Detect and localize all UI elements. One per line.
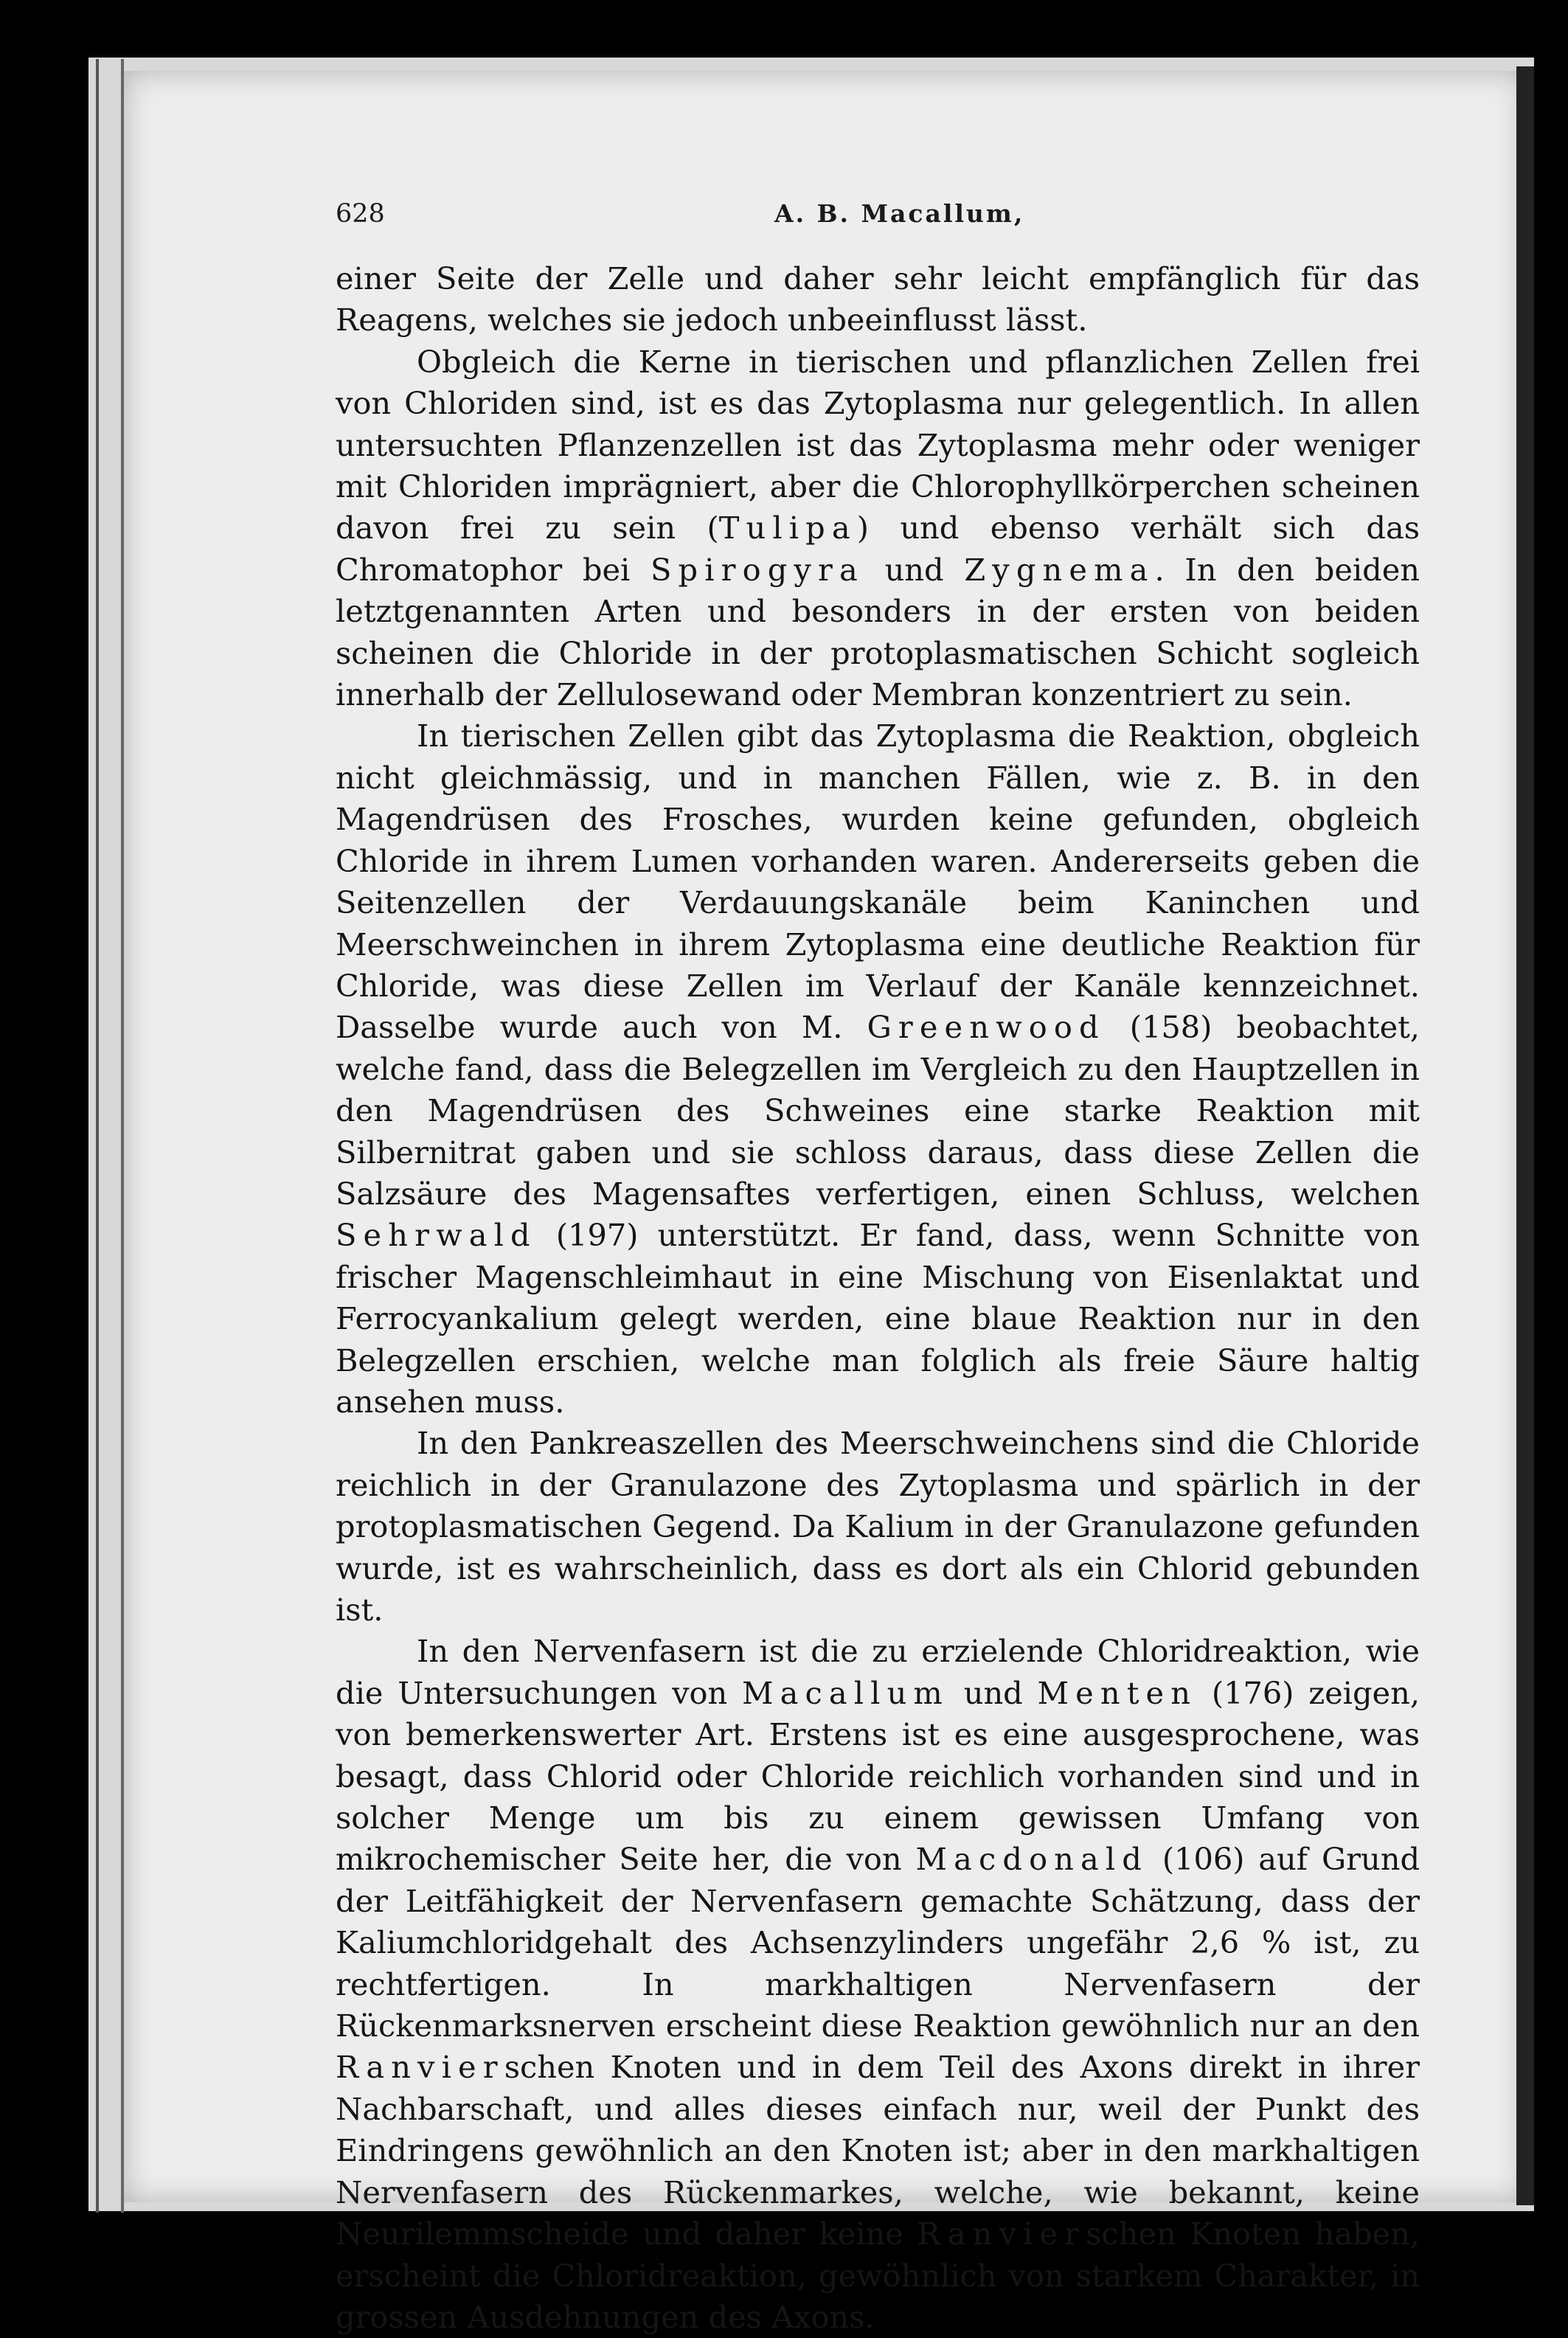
paragraph bbox=[336, 258, 1420, 341]
text-run: schen Knoten und in dem Teil des Axons direkt in ihrer Nachbarschaft, und alles dieses einfach nur, weil der Punkt des Eindringens gewöhnlich an den Knoten ist; aber in den markhaltigen Nervenfasern des Rückenmarkes, welche, wie bekannt, keine Neurilemmscheide und daher keine bbox=[336, 2049, 1420, 2252]
binding-edge bbox=[96, 59, 124, 2213]
text-run: (158) beobachtet, welche fand, dass die Belegzellen im Vergleich zu den Hauptzellen in den Magendrüsen des Schweines eine starke Reaktion mit Silbernitrat gaben und sie schloss daraus, dass diese Zellen die Salzsäure des Magensaftes verfertigen, einen Schluss, welchen bbox=[336, 1009, 1420, 1212]
spaced-name: Greenwood bbox=[867, 1009, 1106, 1046]
text-run: schen Knoten haben, erscheint die Chloridreaktion, gewöhnlich von starkem Charakter, in grossen Ausdehnungen des Axons. bbox=[336, 2216, 1420, 2335]
text-run: . In den beiden letztgenannten Arten und besonders in der ersten von beiden scheinen die Chloride in der protoplasmatischen Schicht sogleich innerhalb der Zellulosewand oder Membran konzentriert zu sein. bbox=[336, 551, 1420, 713]
right-page-edge bbox=[1516, 66, 1534, 2205]
page-number: 628 bbox=[336, 199, 385, 229]
spaced-name: Zygnema bbox=[964, 551, 1155, 588]
paragraph bbox=[336, 1631, 1420, 2338]
text-run: Obgleich die Kerne in tierischen und pflanzlichen Zellen frei von Chloriden sind, ist es das Zytoplasma nur gelegentlich. In allen untersuchten Pflanzenzellen ist das Zytoplasma mehr oder weniger mit Chloriden imprägniert, aber die Chlorophyllkörperchen scheinen davon frei zu sein ( bbox=[336, 343, 1420, 547]
text-run: (106) auf Grund der Leitfähigkeit der Nervenfasern gemachte Schätzung, dass der Kaliumchloridgehalt des Achsenzylinders ungefähr 2,6 % ist, zu rechtfertigen. In markhaltigen Nervenfasern der Rückenmarksnerven erscheint diese Reaktion gewöhnlich nur an den bbox=[336, 1841, 1420, 2044]
spaced-name: Macdonald bbox=[915, 1841, 1149, 1878]
text-run: ) und ebenso verhält sich das Chromatophor bei bbox=[336, 510, 1420, 588]
text-run: einer Seite der Zelle und daher sehr leicht empfänglich für das Reagens, welches sie jedoch unbeeinflusst lässt. bbox=[336, 260, 1420, 339]
body-text bbox=[336, 258, 1420, 2338]
text-run: und bbox=[948, 1674, 1038, 1711]
spaced-name: Tulipa bbox=[718, 510, 857, 547]
spaced-name: Sehrwald bbox=[336, 1217, 537, 1254]
spaced-name: Ranvier bbox=[917, 2216, 1086, 2252]
text-run: In den Pankreaszellen des Meerschweinchens sind die Chloride reichlich in der Granulazone des Zytoplasma und spärlich in der protoplasmatischen Gegend. Da Kalium in der Granulazone gefunden wurde, ist es wahrscheinlich, dass es dort als ein Chlorid gebunden ist. bbox=[336, 1425, 1420, 1628]
text-run: In den Nervenfasern ist die zu erzielende Chloridreaktion, wie die Untersuchungen von bbox=[336, 1633, 1420, 1711]
paragraph bbox=[336, 1423, 1420, 1631]
text-run: In tierischen Zellen gibt das Zytoplasma die Reaktion, obgleich nicht gleichmässig, und in manchen Fällen, wie z. B. in den Magendrüsen des Frosches, wurden keine gefunden, obgleich Chloride in ihrem Lumen vorhanden waren. Andererseits geben die Seitenzellen der Verdauungskanäle beim Kaninchen und Meerschweinchen in ihrem Zytoplasma eine deutliche Reaktion für Chloride, was diese Zellen im Verlauf der Kanäle kennzeichnet. Dasselbe wurde auch von M. bbox=[336, 718, 1420, 1046]
spaced-name: Ranvier bbox=[336, 2049, 504, 2086]
spaced-name: Spirogyra bbox=[651, 551, 864, 588]
paragraph bbox=[336, 715, 1420, 1423]
page-header bbox=[336, 199, 1420, 236]
running-head: A. B. Macallum, bbox=[774, 199, 1025, 228]
spaced-name: Macallum bbox=[742, 1674, 949, 1711]
text-run: (197) unterstützt. Er fand, dass, wenn Schnitte von frischer Magenschleimhaut in eine Mischung von Eisenlaktat und Ferrocyankalium gelegt werden, eine blaue Reaktion nur in den Belegzellen erschien, welche man folglich als freie Säure haltig ansehen muss. bbox=[336, 1217, 1420, 1420]
text-run: (176) zeigen, von bemerkenswerter Art. Erstens ist es eine ausgesprochene, was besagt, dass Chlorid oder Chloride reichlich vorhanden sind und in solcher Menge um bis zu einem gewissen Umfang von mikrochemischer Seite her, die von bbox=[336, 1674, 1420, 1878]
paragraph bbox=[336, 341, 1420, 716]
spaced-name: Menten bbox=[1037, 1674, 1198, 1711]
text-run: und bbox=[864, 551, 965, 588]
